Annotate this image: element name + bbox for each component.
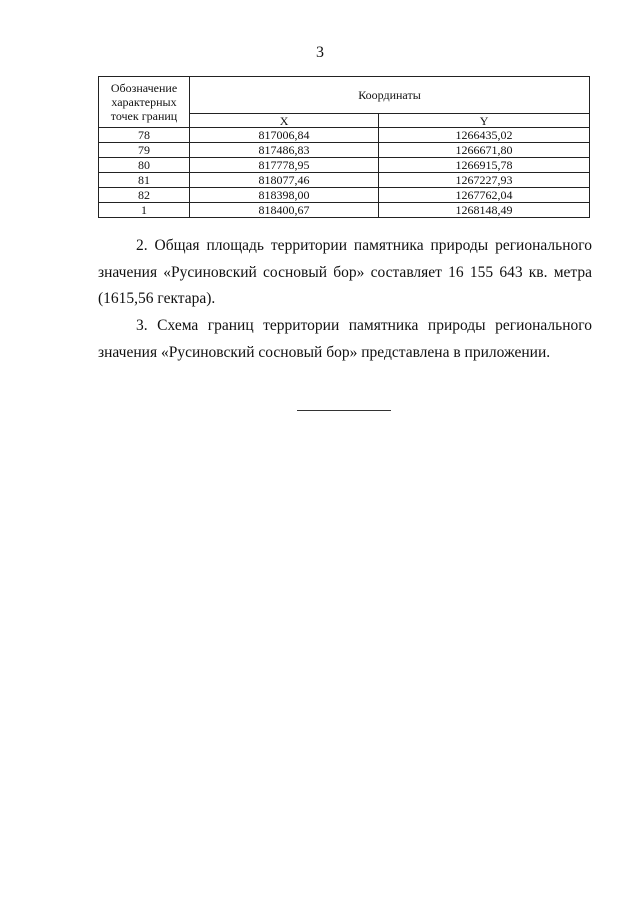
table-header-y: Y	[379, 114, 590, 128]
table-header-coordinates: Координаты	[190, 77, 590, 114]
point-id: 82	[99, 188, 190, 203]
coord-y: 1267762,04	[379, 188, 590, 203]
point-id: 1	[99, 203, 190, 218]
coord-x: 817486,83	[190, 143, 379, 158]
paragraph-boundary-scheme	[98, 313, 592, 366]
coord-y: 1267227,93	[379, 173, 590, 188]
coord-x: 818077,46	[190, 173, 379, 188]
paragraph-text: 2. Общая площадь территории памятника природы регионального значения «Русиновский сосновый бор» составляет 16 155 643 кв. метра (1615,56 гектара).	[98, 237, 592, 307]
coord-y: 1266671,80	[379, 143, 590, 158]
point-id: 80	[99, 158, 190, 173]
table-header-points: Обозначение характерных точек границ	[99, 77, 190, 128]
end-separator-line	[297, 410, 391, 411]
coordinates-table	[98, 76, 590, 218]
table-row	[99, 128, 590, 143]
table-row	[99, 173, 590, 188]
coord-y: 1268148,49	[379, 203, 590, 218]
point-id: 78	[99, 128, 190, 143]
page-number: 3	[316, 44, 324, 61]
table-row	[99, 203, 590, 218]
paragraph-total-area	[98, 233, 592, 313]
coord-x: 817006,84	[190, 128, 379, 143]
coord-y: 1266435,02	[379, 128, 590, 143]
coord-x: 818398,00	[190, 188, 379, 203]
table-row	[99, 143, 590, 158]
point-id: 79	[99, 143, 190, 158]
coord-x: 818400,67	[190, 203, 379, 218]
point-id: 81	[99, 173, 190, 188]
coord-x: 817778,95	[190, 158, 379, 173]
coord-y: 1266915,78	[379, 158, 590, 173]
table-header-x: X	[190, 114, 379, 128]
paragraph-text: 3. Схема границ территории памятника природы регионального значения «Русиновский сосновый бор» представлена в приложении.	[98, 317, 592, 361]
table-row	[99, 158, 590, 173]
table-row	[99, 188, 590, 203]
